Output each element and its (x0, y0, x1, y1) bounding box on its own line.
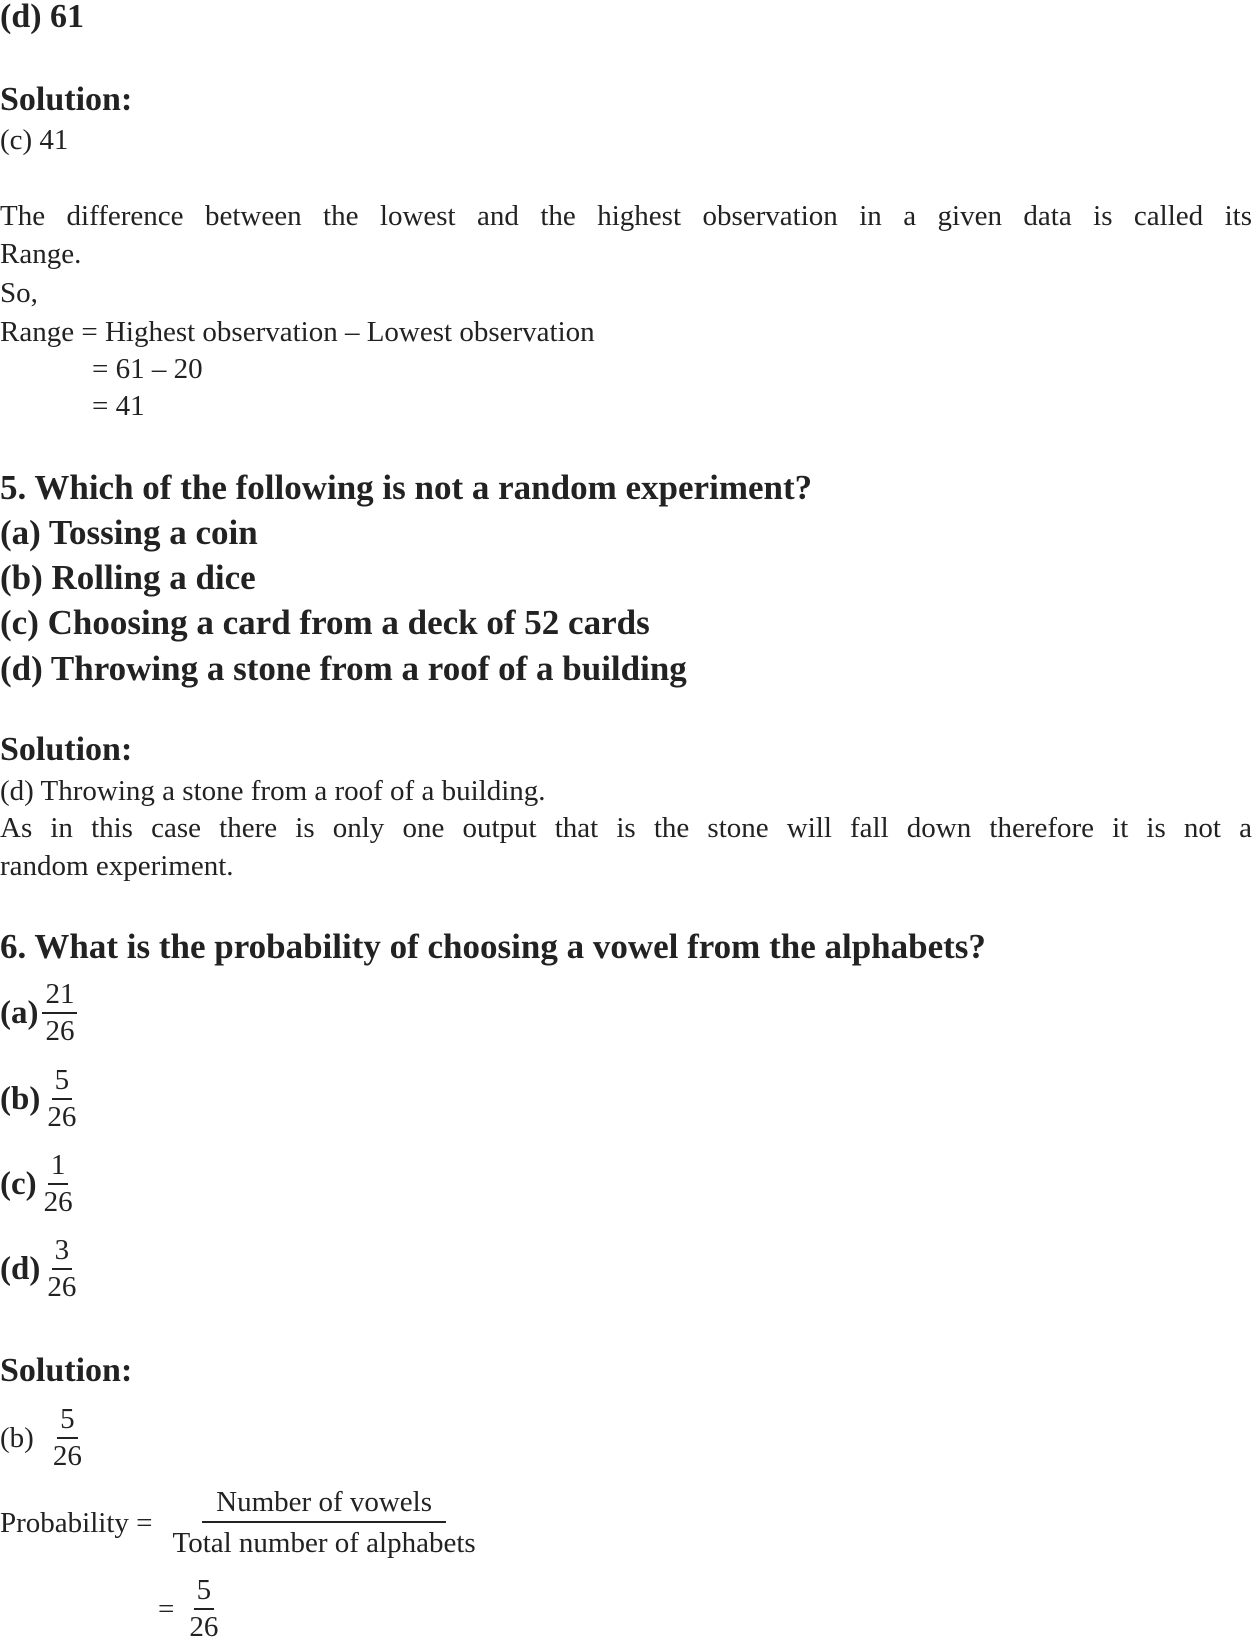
fraction (42, 980, 77, 1046)
question-5: 5. Which of the following is not a random experiment? (0, 468, 813, 507)
range-formula: Range = Highest observation – Lowest observation (0, 316, 595, 348)
solution-so: So, (0, 277, 38, 309)
numerator: 5 (52, 1066, 73, 1100)
question-6-option-d (0, 1236, 79, 1302)
probability-result (158, 1576, 221, 1642)
fraction (50, 1405, 85, 1471)
solution-explanation-cont: random experiment. (0, 850, 234, 882)
question-5-option-b: (b) Rolling a dice (0, 558, 256, 597)
denominator: 26 (45, 1015, 75, 1047)
option-label: (c) (0, 1165, 37, 1202)
fraction (186, 1576, 221, 1642)
probability-label: Probability = (0, 1506, 153, 1539)
probability-formula (0, 1488, 482, 1558)
option-label: (d) (0, 1250, 41, 1287)
denominator: 26 (52, 1440, 82, 1472)
fraction (44, 1236, 79, 1302)
fraction (41, 1151, 76, 1217)
numerator: Number of vowels (202, 1488, 446, 1523)
denominator: 26 (43, 1186, 73, 1218)
question-6-option-b (0, 1066, 79, 1132)
fraction (44, 1066, 79, 1132)
range-step-2: = 41 (92, 390, 145, 422)
question-6: 6. What is the probability of choosing a vowel from the alphabets? (0, 927, 986, 966)
equals-sign: = (158, 1592, 175, 1625)
question-6-option-a (0, 980, 77, 1046)
solution-heading: Solution: (0, 1352, 133, 1389)
numerator: 3 (52, 1236, 73, 1270)
solution-paragraph-cont: Range. (0, 238, 82, 270)
question-5-option-c: (c) Choosing a card from a deck of 52 cards (0, 603, 650, 642)
solution-answer: (c) 41 (0, 124, 69, 156)
solution-explanation: As in this case there is only one output that is the stone will fall down therefore it is not a (0, 812, 1252, 844)
denominator: Total number of alphabets (172, 1527, 476, 1559)
solution-answer (0, 1405, 85, 1471)
question-5-option-d: (d) Throwing a stone from a roof of a building (0, 649, 687, 688)
fraction (167, 1488, 482, 1558)
solution-answer: (d) Throwing a stone from a roof of a building. (0, 775, 546, 807)
question-6-option-c (0, 1151, 76, 1217)
solution-heading: Solution: (0, 81, 133, 118)
solution-heading: Solution: (0, 731, 133, 768)
denominator: 26 (47, 1271, 77, 1303)
numerator: 5 (194, 1576, 215, 1610)
answer-label: (b) (0, 1421, 34, 1454)
denominator: 26 (189, 1611, 219, 1643)
option-label: (b) (0, 1080, 41, 1117)
solution-paragraph: The difference between the lowest and the highest observation in a given data is called its (0, 200, 1252, 232)
denominator: 26 (47, 1101, 77, 1133)
numerator: 1 (48, 1151, 69, 1185)
range-step-1: = 61 – 20 (92, 353, 203, 385)
question-5-option-a: (a) Tossing a coin (0, 513, 258, 552)
option-label: (a) (0, 994, 39, 1031)
previous-option-d: (d) 61 (0, 0, 85, 35)
numerator: 21 (42, 980, 77, 1014)
numerator: 5 (57, 1405, 78, 1439)
